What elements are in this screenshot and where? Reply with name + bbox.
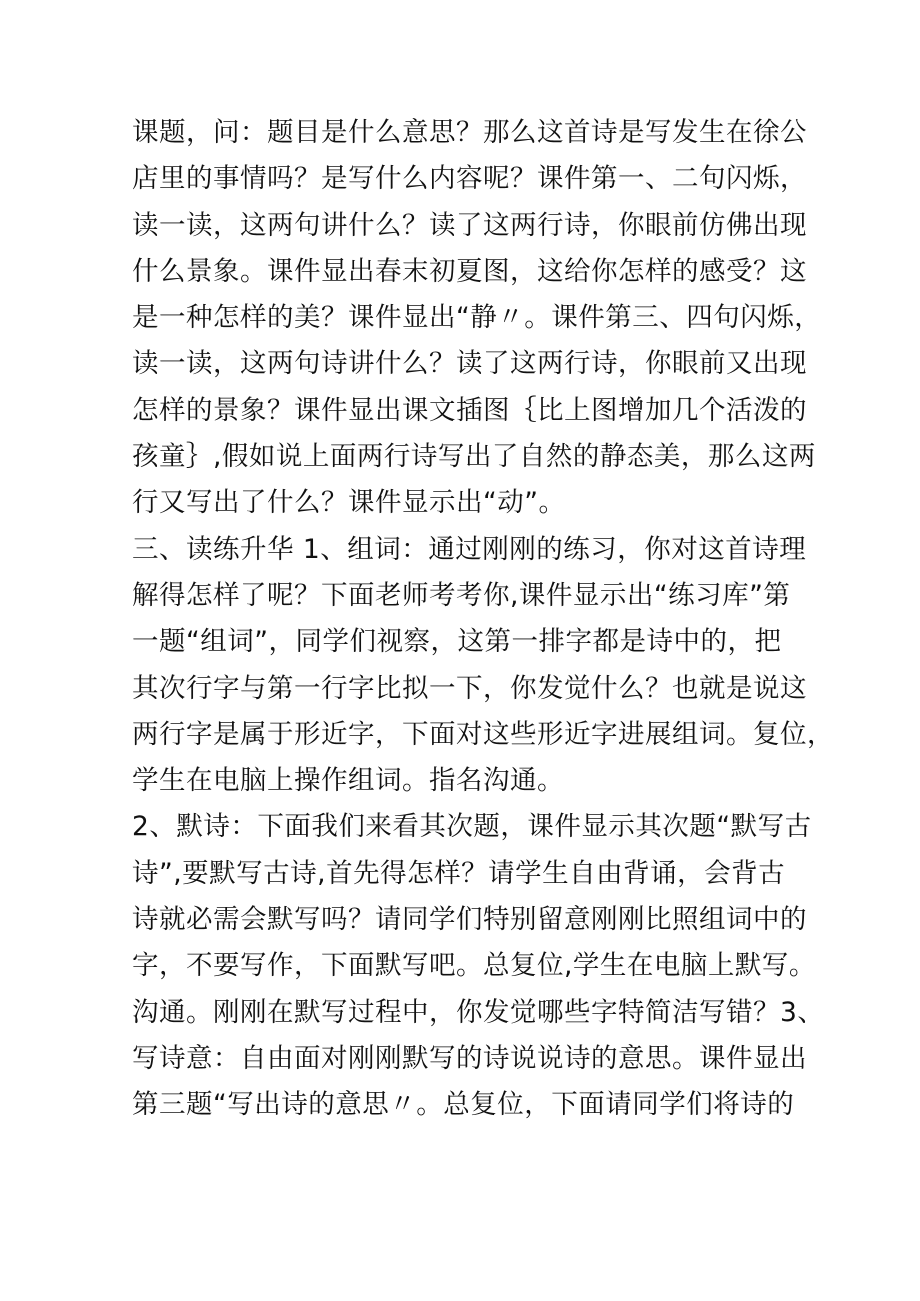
text-line: 沟通。刚刚在默写过程中，你发觉哪些字特简洁写错？3、 xyxy=(132,996,825,1028)
text-line: 第三题“写出诗的意思〃。总复位，下面请同学们将诗的 xyxy=(132,1089,795,1121)
text-line: 诗就必需会默写吗？请同学们特别留意刚刚比照组词中的 xyxy=(132,904,807,936)
text-line: 写诗意：自由面对刚刚默写的诗说说诗的意思。课件显出 xyxy=(132,1042,807,1074)
text-line: 什么景象。课件显出春末初夏图，这给你怎样的感受？这 xyxy=(132,255,807,287)
text-line: 读一读，这两句诗讲什么？读了这两行诗，你眼前又出现 xyxy=(132,348,807,380)
text-line: 学生在电脑上操作组词。指名沟通。 xyxy=(132,765,564,797)
text-line: 是一种怎样的美？课件显出“静〃。课件第三、四句闪烁， xyxy=(132,302,822,334)
text-line: 解得怎样了呢？下面老师考考你,课件显示出“练习库”第 xyxy=(132,579,791,611)
text-line: 字，不要写作，下面默写吧。总复位,学生在电脑上默写。 xyxy=(132,950,816,982)
text-line: 2、默诗：下面我们来看其次题，课件显示其次题“默写古 xyxy=(132,811,812,843)
text-line: 诗”,要默写古诗,首先得怎样？请学生自由背诵，会背古 xyxy=(132,857,786,889)
text-line: 店里的事情吗？是写什么内容呢？课件第一、二句闪烁， xyxy=(132,163,807,195)
text-line: 行又写出了什么？课件显示出“动”。 xyxy=(132,487,566,519)
text-line: 一题“组词”，同学们视察，这第一排字都是诗中的，把 xyxy=(132,626,782,658)
text-line: 其次行字与第一行字比拟一下，你发觉什么？也就是说这 xyxy=(132,672,807,704)
text-line: 三、读练升华 1、组词：通过刚刚的练习，你对这首诗理 xyxy=(132,533,807,565)
text-line: 读一读，这两句讲什么？读了这两行诗，你眼前仿佛出现 xyxy=(132,209,807,241)
text-line: 两行字是属于形近字，下面对这些形近字进展组词。复位， xyxy=(132,718,834,750)
text-line: 怎样的景象？课件显出课文插图｛比上图增加几个活泼的 xyxy=(132,394,807,426)
text-line: 孩童｝,假如说上面两行诗写出了自然的静态美，那么这两 xyxy=(132,441,816,473)
body-text xyxy=(132,110,834,1129)
text-line: 课题，问：题目是什么意思？那么这首诗是写发生在徐公 xyxy=(132,117,807,148)
